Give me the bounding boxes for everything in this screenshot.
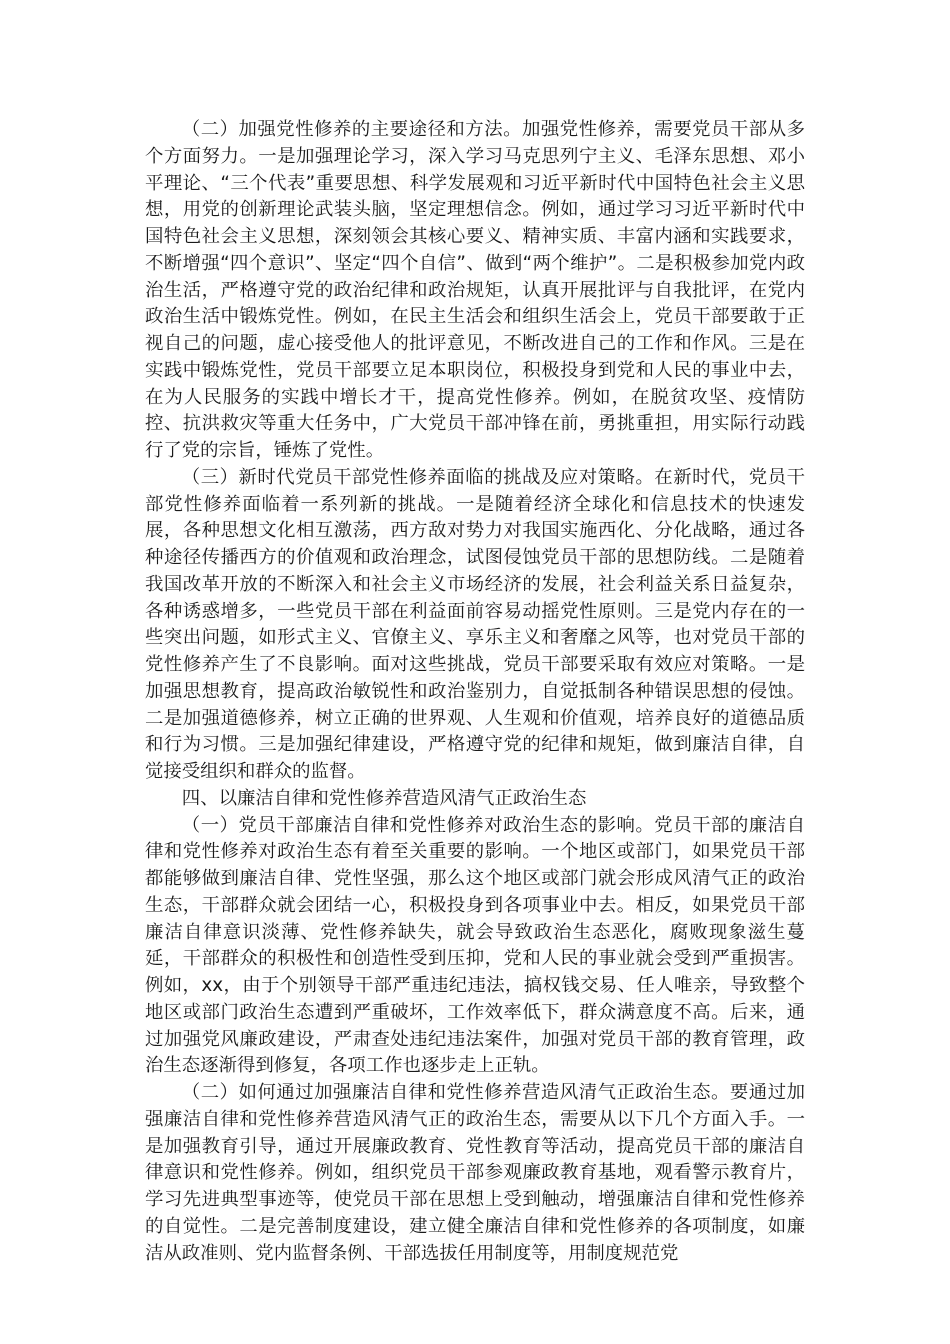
paragraph-impact-on-political-ecology: （一）党员干部廉洁自律和党性修养对政治生态的影响。党员干部的廉洁自律和党性修养对政治生态有着至关重要的影响。一个地区或部门，如果党员干部都能够做到廉洁自律、党性坚强，那么这个地区或部门就会形成风清气正的政治生态，干部群众就会团结一心，积极投身到各项事业中去。相反，如果党员干部廉洁自律意识淡薄、党性修养缺失，就会导致政治生态恶化，腐败现象滋生蔓延，干部群众的积极性和创造性受到压抑，党和人民的事业就会受到严重损害。例如，xx，由于个别领导干部严重违纪违法，搞权钱交易、任人唯亲，导致整个地区或部门政治生态遭到严重破坏，工作效率低下，群众满意度不高。后来，通过加强党风廉政建设，严肃查处违纪违法案件，加强对党员干部的教育管理，政治生态逐渐得到修复，各项工作也逐步走上正轨。 <box>145 814 805 1077</box>
paragraph-challenges-and-strategies: （三）新时代党员干部党性修养面临的挑战及应对策略。在新时代，党员干部党性修养面临着一系列新的挑战。一是随着经济全球化和信息技术的快速发展，各种思想文化相互激荡，西方敌对势力对我国实施西化、分化战略，通过各种途径传播西方的价值观和政治理念，试图侵蚀党员干部的思想防线。二是随着我国改革开放的不断深入和社会主义市场经济的发展，社会利益关系日益复杂，各种诱惑增多，一些党员干部在利益面前容易动摇党性原则。三是党内存在的一些突出问题，如形式主义、官僚主义、享乐主义和奢靡之风等，也对党员干部的党性修养产生了不良影响。面对这些挑战，党员干部要采取有效应对策略。一是加强思想教育，提高政治敏锐性和政治鉴别力，自觉抵制各种错误思想的侵蚀。二是加强道德修养，树立正确的世界观、人生观和价值观，培养良好的道德品质和行为习惯。三是加强纪律建设，严格遵守党的纪律和规矩，做到廉洁自律，自觉接受组织和群众的监督。 <box>145 466 805 782</box>
paragraph-building-clean-ecology: （二）如何通过加强廉洁自律和党性修养营造风清气正政治生态。要通过加强廉洁自律和党性修养营造风清气正的政治生态，需要从以下几个方面入手。一是加强教育引导，通过开展廉政教育、党性教育等活动，提高党员干部的廉洁自律意识和党性修养。例如，组织党员干部参观廉政教育基地，观看警示教育片，学习先进典型事迹等，使党员干部在思想上受到触动，增强廉洁自律和党性修养的自觉性。二是完善制度建设，建立健全廉洁自律和党性修养的各项制度，如廉洁从政准则、党内监督条例、干部选拔任用制度等，用制度规范党 <box>145 1082 805 1264</box>
document-body <box>145 117 805 1267</box>
section-heading-political-ecology: 四、以廉洁自律和党性修养营造风清气正政治生态 <box>181 787 587 809</box>
paragraph-party-cultivation-methods: （二）加强党性修养的主要途径和方法。加强党性修养，需要党员干部从多个方面努力。一是加强理论学习，深入学习马克思列宁主义、毛泽东思想、邓小平理论、“三个代表”重要思想、科学发展观和习近平新时代中国特色社会主义思想，用党的创新理论武装头脑，坚定理想信念。例如，通过学习习近平新时代中国特色社会主义思想，深刻领会其核心要义、精神实质、丰富内涵和实践要求，不断增强“四个意识”、坚定“四个自信”、做到“两个维护”。二是积极参加党内政治生活，严格遵守党的政治纪律和政治规矩，认真开展批评与自我批评，在党内政治生活中锻炼党性。例如，在民主生活会和组织生活会上，党员干部要敢于正视自己的问题，虚心接受他人的批评意见，不断改进自己的工作和作风。三是在实践中锻炼党性，党员干部要立足本职岗位，积极投身到党和人民的事业中去，在为人民服务的实践中增长才干，提高党性修养。例如，在脱贫攻坚、疫情防控、抗洪救灾等重大任务中，广大党员干部冲锋在前，勇挑重担，用实际行动践行了党的宗旨，锤炼了党性。 <box>145 119 805 461</box>
